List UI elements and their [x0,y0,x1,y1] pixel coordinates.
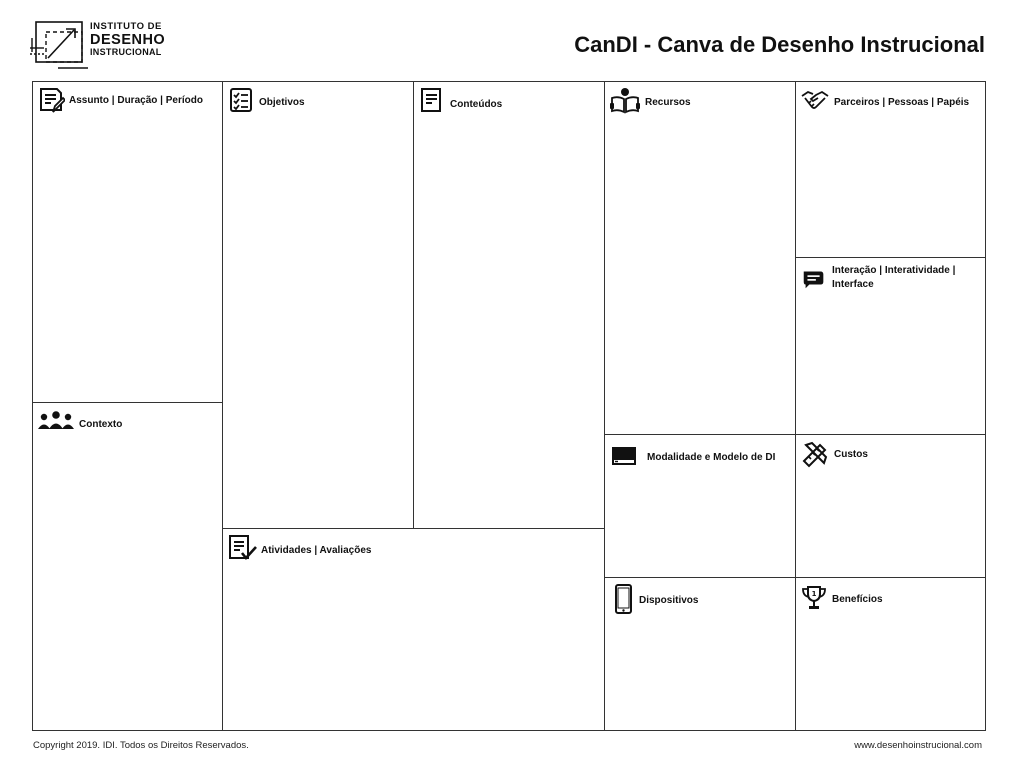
cell-recursos-header [609,86,691,114]
cell-interacao-label: Interação | Interatividade | Interface [832,265,956,290]
cell-atividades-header [227,533,371,561]
cell-contexto-label: Contexto [79,419,123,430]
cell-beneficios[interactable] [795,577,986,731]
cell-recursos-label: Recursos [645,97,691,108]
cell-contexto-header [37,407,122,435]
cell-objetivos-header [227,86,305,114]
checklist-icon [227,86,255,114]
cell-custos-label: Custos [834,449,868,460]
pencil-ruler-icon [800,439,830,469]
cell-conteudos-label: Conteúdos [450,99,503,110]
cell-assunto-label: Assunto | Duração | Período [69,95,203,106]
page-title: CanDI - Canva de Desenho Instrucional [574,32,985,57]
cell-parceiros-label: Parceiros | Pessoas | Papéis [834,97,970,108]
cell-beneficios-header [800,584,883,612]
reading-person-icon [609,86,641,114]
cell-atividades[interactable] [222,528,605,731]
cell-interacao[interactable] [795,257,986,436]
handshake-icon [800,86,830,114]
trophy-icon [800,584,828,612]
cell-modalidade-label: Modalidade e Modelo de DI [647,452,776,463]
document-check-icon [227,533,257,561]
cell-contexto[interactable] [32,402,224,731]
logo-line2: DESENHO [90,31,166,48]
cell-assunto-header [37,86,203,114]
cell-modalidade[interactable] [604,434,796,579]
cell-custos-header [800,439,868,469]
logo-line3: INSTRUCIONAL [90,47,162,57]
logo-text [90,22,165,57]
document-lines-icon [418,86,446,114]
cell-dispositivos[interactable] [604,577,796,731]
cell-beneficios-label: Benefícios [832,594,883,605]
cell-dispositivos-label: Dispositivos [639,595,699,606]
document-edit-icon [37,86,65,114]
svg-text:1: 1 [811,590,817,598]
logo-mark-icon [28,18,88,70]
cell-conteudos[interactable] [413,81,605,530]
screen-panel-icon [609,441,639,469]
cell-objetivos-label: Objetivos [259,97,305,108]
footer-website-link[interactable]: www.desenhoinstrucional.com [854,740,982,751]
logo-line1: INSTITUTO DE [90,21,162,32]
design-canvas [32,81,986,731]
cell-objetivos[interactable] [222,81,414,530]
cell-parceiros-header [800,86,969,114]
chat-bubbles-icon [800,262,828,294]
cell-custos[interactable] [795,434,986,579]
cell-atividades-label: Atividades | Avaliações [261,545,372,556]
cell-modalidade-header [609,441,775,469]
cell-dispositivos-header [609,583,698,615]
people-group-icon [37,407,75,435]
cell-parceiros[interactable] [795,81,986,259]
cell-interacao-header [800,262,977,294]
cell-recursos[interactable] [604,81,796,436]
footer-copyright: Copyright 2019. IDI. Todos os Direitos Reservados. [33,740,249,751]
smartphone-icon [609,583,637,615]
cell-assunto[interactable] [32,81,224,404]
cell-conteudos-header [418,86,502,114]
institute-logo [28,18,178,70]
